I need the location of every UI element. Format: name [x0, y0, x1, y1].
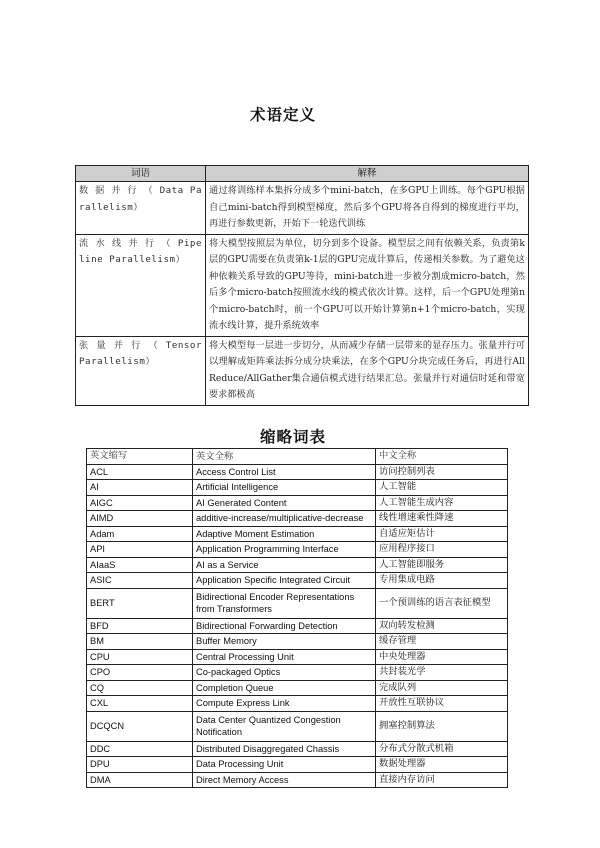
abbr-row — [87, 542, 508, 558]
abbr-chinese: 拥塞控制算法 — [376, 711, 508, 741]
abbr-row — [87, 526, 508, 542]
abbr-code: DCQCN — [87, 711, 193, 741]
abbr-english: Buffer Memory — [193, 634, 376, 650]
abbr-chinese: 应用程序接口 — [376, 542, 508, 558]
abbr-header-cell: 英文全称 — [193, 449, 376, 465]
term-row — [76, 182, 529, 235]
term-row — [76, 234, 529, 336]
abbr-code: AIGC — [87, 495, 193, 511]
header-term: 词语 — [76, 166, 206, 182]
abbr-code: AIMD — [87, 511, 193, 527]
abbr-english: Distributed Disaggregated Chassis — [193, 741, 376, 757]
term-definition: 将大模型每一层进一步切分，从而减少存储一层带来的显存压力。张量并行可以理解成矩阵乘法拆分成分块乘法，在多个GPU分块完成任务后，再进行AllReduce/AllGather集合通信模式进行结果汇总。张量并行对通信时延和带宽要求都极高 — [206, 336, 529, 405]
abbr-code: CQ — [87, 680, 193, 696]
abbr-row — [87, 495, 508, 511]
abbr-row — [87, 480, 508, 496]
abbr-english: Adaptive Moment Estimation — [193, 526, 376, 542]
abbr-chinese: 完成队列 — [376, 680, 508, 696]
abbr-row — [87, 634, 508, 650]
abbr-row — [87, 711, 508, 741]
abbr-chinese: 人工智能 — [376, 480, 508, 496]
abbr-chinese: 开放性互联协议 — [376, 696, 508, 712]
abbr-chinese: 数据处理器 — [376, 757, 508, 773]
abbr-title: 缩略词表 — [259, 427, 326, 446]
abbr-english: additive-increase/multiplicative-decrease — [193, 511, 376, 527]
abbr-row — [87, 618, 508, 634]
abbr-english: Access Control List — [193, 464, 376, 480]
abbr-row — [87, 757, 508, 773]
abbr-code: BFD — [87, 618, 193, 634]
abbr-code: DPU — [87, 757, 193, 773]
abbr-code: ASIC — [87, 573, 193, 589]
abbr-row — [87, 665, 508, 681]
abbr-code: CXL — [87, 696, 193, 712]
abbr-english: Bidirectional Encoder Representations from Transformers — [193, 588, 376, 618]
abbr-chinese: 人工智能即服务 — [376, 557, 508, 573]
abbr-chinese: 直接内存访问 — [376, 772, 508, 788]
term-name: 张 量 并 行 （ Tensor Parallelism） — [76, 336, 206, 405]
abbr-code: BERT — [87, 588, 193, 618]
abbr-english: Data Center Quantized Congestion Notification — [193, 711, 376, 741]
term-definition: 将大模型按照层为单位，切分到多个设备。模型层之间有依赖关系，负责第k层的GPU需要在负责第k-1层的GPU完成计算后，传递相关参数。为了避免这种依赖关系导致的GPU等待，mini-batch进一步被分割成micro-batch，然后多个micro-batch按照流水线的模式依次计算。这样，后一个GPU处理第n个micro-batch时，前一个GPU可以开始计算第n+1个micro-batch，实现流水线计算，提升系统效率 — [206, 234, 529, 336]
abbr-english: Bidirectional Forwarding Detection — [193, 618, 376, 634]
abbr-row — [87, 649, 508, 665]
abbr-code: CPO — [87, 665, 193, 681]
abbr-header-cell: 中文全称 — [376, 449, 508, 465]
abbr-row — [87, 588, 508, 618]
term-name: 流 水 线 并 行 （ Pipeline Parallelism） — [76, 234, 206, 336]
abbr-english: Data Processing Unit — [193, 757, 376, 773]
abbr-row — [87, 772, 508, 788]
abbr-row — [87, 557, 508, 573]
abbr-chinese: 线性增速乘性降速 — [376, 511, 508, 527]
abbr-english: Completion Queue — [193, 680, 376, 696]
abbr-code: AIaaS — [87, 557, 193, 573]
abbr-chinese: 分布式分散式机箱 — [376, 741, 508, 757]
abbr-code: ACL — [87, 464, 193, 480]
abbr-english: Artificial Intelligence — [193, 480, 376, 496]
abbr-row — [87, 464, 508, 480]
abbr-chinese: 人工智能生成内容 — [376, 495, 508, 511]
abbr-table — [86, 448, 508, 788]
abbr-chinese: 共封装光学 — [376, 665, 508, 681]
abbr-english: Direct Memory Access — [193, 772, 376, 788]
terms-title: 术语定义 — [249, 105, 316, 124]
abbr-english: Compute Express Link — [193, 696, 376, 712]
abbr-chinese: 双向转发检测 — [376, 618, 508, 634]
abbr-code: DDC — [87, 741, 193, 757]
abbr-row — [87, 741, 508, 757]
abbr-code: DMA — [87, 772, 193, 788]
terms-header-row — [76, 166, 529, 182]
terms-table — [75, 165, 529, 406]
abbr-english: AI Generated Content — [193, 495, 376, 511]
abbr-code: AI — [87, 480, 193, 496]
abbr-chinese: 缓存管理 — [376, 634, 508, 650]
abbr-header-row — [87, 449, 508, 465]
abbr-english: AI as a Service — [193, 557, 376, 573]
term-definition: 通过将训练样本集拆分成多个mini-batch，在多GPU上训练。每个GPU根据自己mini-batch得到模型梯度，然后多个GPU将各自得到的梯度进行平均，再进行参数更新，开始下一轮迭代训练 — [206, 182, 529, 235]
header-definition: 解释 — [206, 166, 529, 182]
abbr-code: API — [87, 542, 193, 558]
abbr-english: Application Programming Interface — [193, 542, 376, 558]
abbr-code: BM — [87, 634, 193, 650]
abbr-row — [87, 680, 508, 696]
abbr-english: Central Processing Unit — [193, 649, 376, 665]
abbr-code: CPU — [87, 649, 193, 665]
abbr-chinese: 一个预训练的语言表征模型 — [376, 588, 508, 618]
abbr-english: Co-packaged Optics — [193, 665, 376, 681]
abbr-row — [87, 573, 508, 589]
abbr-chinese: 专用集成电路 — [376, 573, 508, 589]
abbr-chinese: 中央处理器 — [376, 649, 508, 665]
term-row — [76, 336, 529, 405]
abbr-code: Adam — [87, 526, 193, 542]
abbr-row — [87, 511, 508, 527]
term-name: 数 据 并 行 （ Data Parallelism） — [76, 182, 206, 235]
abbr-header-cell: 英文缩写 — [87, 449, 193, 465]
abbr-chinese: 自适应矩估计 — [376, 526, 508, 542]
abbr-chinese: 访问控制列表 — [376, 464, 508, 480]
abbr-english: Application Specific Integrated Circuit — [193, 573, 376, 589]
abbr-row — [87, 696, 508, 712]
